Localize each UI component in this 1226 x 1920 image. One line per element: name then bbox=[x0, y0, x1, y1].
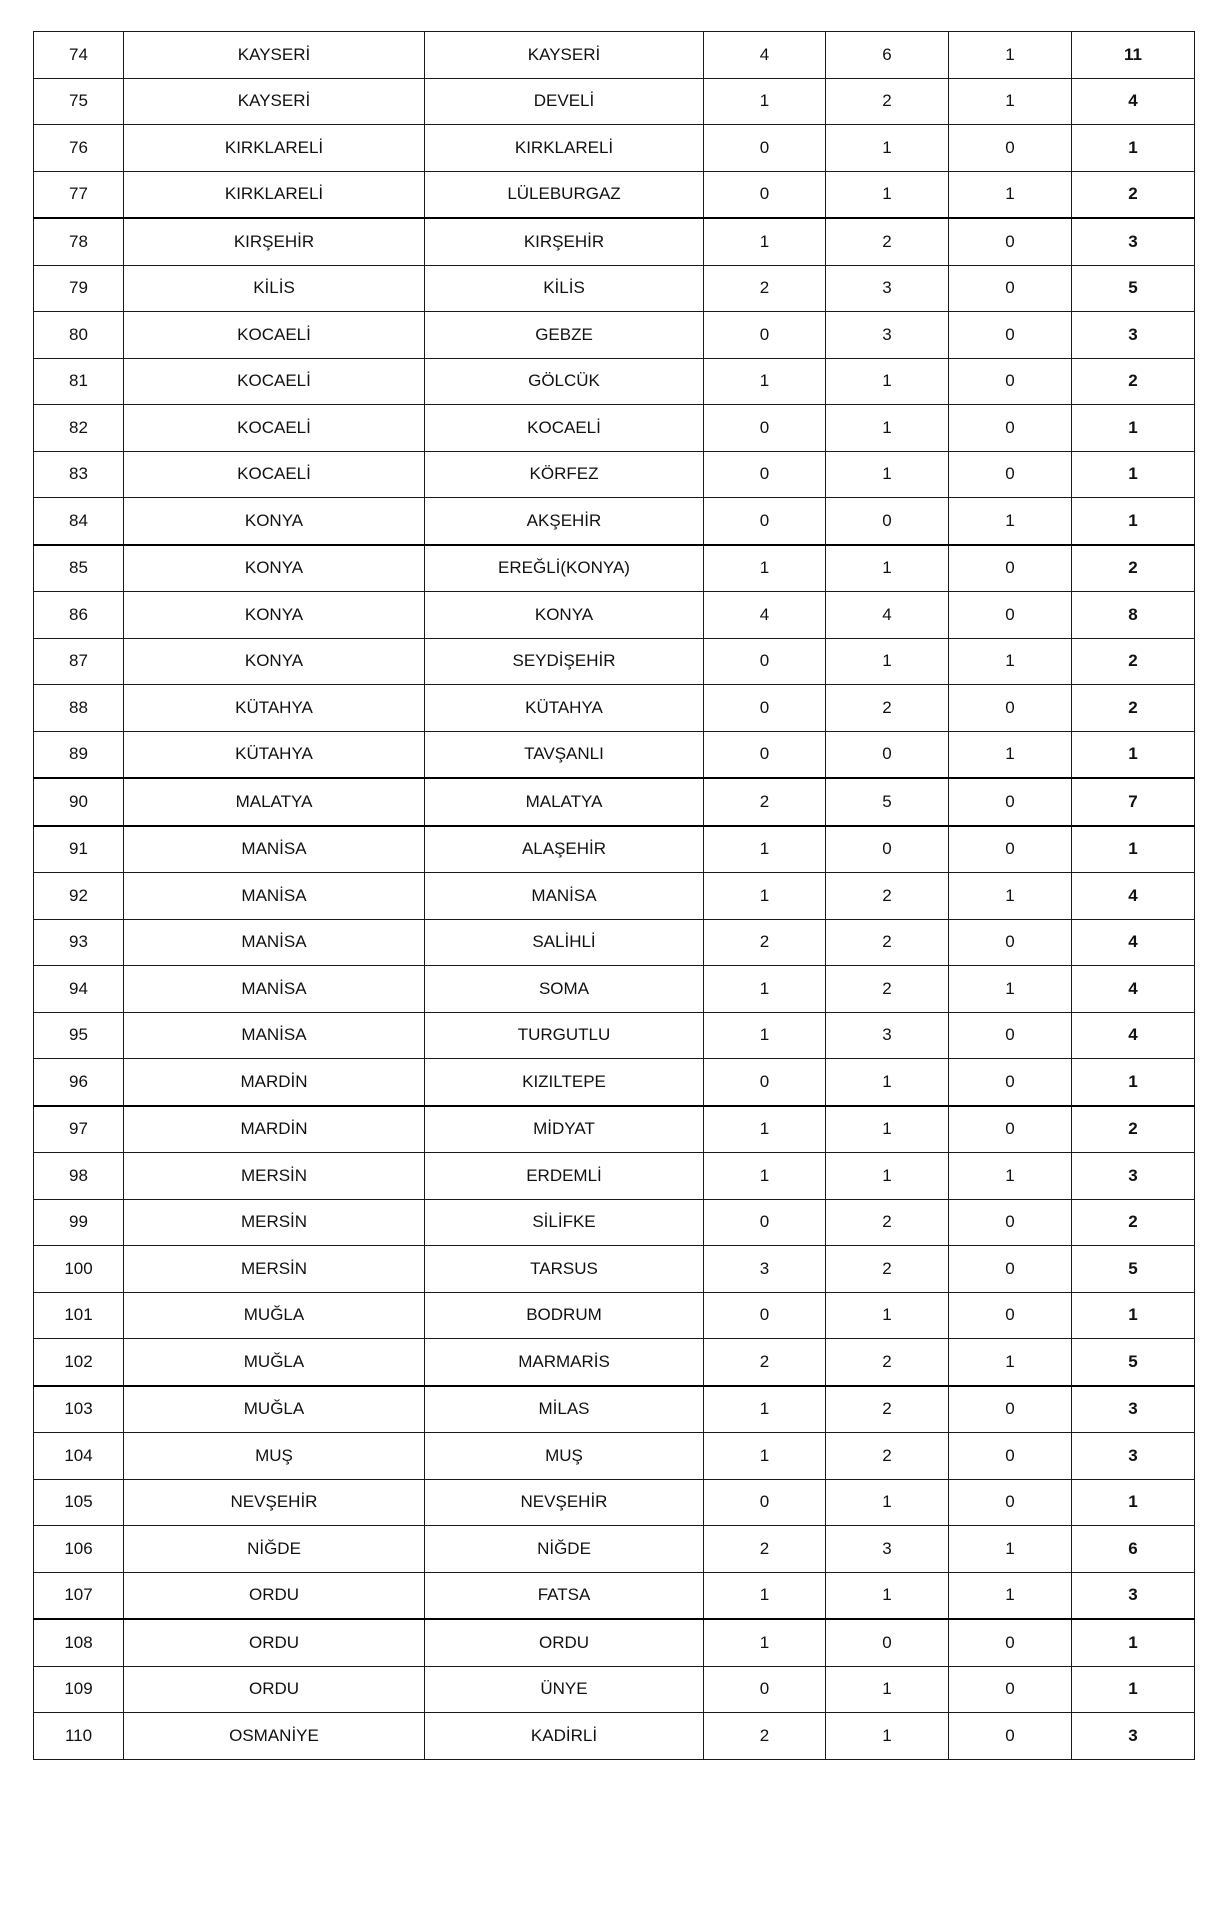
district-cell: KOCAELİ bbox=[425, 405, 704, 452]
count-b-cell: 0 bbox=[826, 731, 949, 778]
province-cell: KONYA bbox=[124, 638, 425, 685]
row-number-cell: 105 bbox=[34, 1479, 124, 1526]
count-a-cell: 1 bbox=[704, 358, 826, 405]
count-b-cell: 2 bbox=[826, 78, 949, 125]
province-cell: MUĞLA bbox=[124, 1386, 425, 1433]
table-row bbox=[34, 1199, 1195, 1246]
district-cell: KIZILTEPE bbox=[425, 1059, 704, 1106]
district-cell: TAVŞANLI bbox=[425, 731, 704, 778]
table-row bbox=[34, 731, 1195, 778]
table-row bbox=[34, 919, 1195, 966]
row-number-cell: 96 bbox=[34, 1059, 124, 1106]
count-a-cell: 0 bbox=[704, 731, 826, 778]
district-cell: SOMA bbox=[425, 966, 704, 1013]
province-cell: OSMANİYE bbox=[124, 1713, 425, 1760]
total-cell: 1 bbox=[1072, 451, 1195, 498]
count-b-cell: 3 bbox=[826, 312, 949, 359]
province-cell: MANİSA bbox=[124, 1012, 425, 1059]
district-cell: MANİSA bbox=[425, 873, 704, 920]
province-cell: KAYSERİ bbox=[124, 32, 425, 79]
district-cell: ERDEMLİ bbox=[425, 1153, 704, 1200]
total-cell: 4 bbox=[1072, 919, 1195, 966]
row-number-cell: 91 bbox=[34, 826, 124, 873]
province-cell: MUŞ bbox=[124, 1433, 425, 1480]
count-b-cell: 2 bbox=[826, 1199, 949, 1246]
count-a-cell: 0 bbox=[704, 1666, 826, 1713]
province-cell: KOCAELİ bbox=[124, 312, 425, 359]
count-b-cell: 1 bbox=[826, 405, 949, 452]
count-c-cell: 0 bbox=[949, 1106, 1072, 1153]
table-row bbox=[34, 451, 1195, 498]
province-cell: NEVŞEHİR bbox=[124, 1479, 425, 1526]
count-a-cell: 0 bbox=[704, 312, 826, 359]
province-cell: KONYA bbox=[124, 545, 425, 592]
count-a-cell: 1 bbox=[704, 826, 826, 873]
count-b-cell: 6 bbox=[826, 32, 949, 79]
count-c-cell: 1 bbox=[949, 873, 1072, 920]
province-cell: KAYSERİ bbox=[124, 78, 425, 125]
row-number-cell: 93 bbox=[34, 919, 124, 966]
count-b-cell: 1 bbox=[826, 1153, 949, 1200]
total-cell: 1 bbox=[1072, 1479, 1195, 1526]
row-number-cell: 102 bbox=[34, 1339, 124, 1386]
district-cell: ORDU bbox=[425, 1619, 704, 1666]
count-b-cell: 1 bbox=[826, 358, 949, 405]
count-a-cell: 1 bbox=[704, 1386, 826, 1433]
count-a-cell: 0 bbox=[704, 451, 826, 498]
province-cell: KONYA bbox=[124, 592, 425, 639]
table-row bbox=[34, 312, 1195, 359]
table-row bbox=[34, 873, 1195, 920]
row-number-cell: 95 bbox=[34, 1012, 124, 1059]
total-cell: 2 bbox=[1072, 1199, 1195, 1246]
total-cell: 1 bbox=[1072, 1059, 1195, 1106]
province-cell: MERSİN bbox=[124, 1153, 425, 1200]
table-row bbox=[34, 405, 1195, 452]
district-cell: GÖLCÜK bbox=[425, 358, 704, 405]
count-a-cell: 0 bbox=[704, 1199, 826, 1246]
total-cell: 2 bbox=[1072, 545, 1195, 592]
count-b-cell: 2 bbox=[826, 1433, 949, 1480]
row-number-cell: 98 bbox=[34, 1153, 124, 1200]
count-b-cell: 3 bbox=[826, 1526, 949, 1573]
count-b-cell: 0 bbox=[826, 826, 949, 873]
table-row bbox=[34, 358, 1195, 405]
total-cell: 5 bbox=[1072, 1339, 1195, 1386]
row-number-cell: 83 bbox=[34, 451, 124, 498]
count-a-cell: 0 bbox=[704, 1479, 826, 1526]
table-row bbox=[34, 265, 1195, 312]
count-c-cell: 0 bbox=[949, 1246, 1072, 1293]
count-b-cell: 1 bbox=[826, 1479, 949, 1526]
count-a-cell: 1 bbox=[704, 1012, 826, 1059]
row-number-cell: 84 bbox=[34, 498, 124, 545]
province-cell: KIRKLARELİ bbox=[124, 171, 425, 218]
count-c-cell: 0 bbox=[949, 1059, 1072, 1106]
count-b-cell: 1 bbox=[826, 1106, 949, 1153]
table-row bbox=[34, 1479, 1195, 1526]
count-c-cell: 0 bbox=[949, 592, 1072, 639]
district-cell: MİDYAT bbox=[425, 1106, 704, 1153]
count-a-cell: 2 bbox=[704, 1713, 826, 1760]
count-a-cell: 3 bbox=[704, 1246, 826, 1293]
district-cell: NEVŞEHİR bbox=[425, 1479, 704, 1526]
province-cell: MANİSA bbox=[124, 966, 425, 1013]
total-cell: 11 bbox=[1072, 32, 1195, 79]
province-cell: MARDİN bbox=[124, 1059, 425, 1106]
row-number-cell: 77 bbox=[34, 171, 124, 218]
total-cell: 6 bbox=[1072, 1526, 1195, 1573]
row-number-cell: 76 bbox=[34, 125, 124, 172]
table-row bbox=[34, 1292, 1195, 1339]
count-a-cell: 1 bbox=[704, 1433, 826, 1480]
count-c-cell: 0 bbox=[949, 685, 1072, 732]
province-cell: MANİSA bbox=[124, 873, 425, 920]
district-cell: KİLİS bbox=[425, 265, 704, 312]
count-a-cell: 2 bbox=[704, 265, 826, 312]
count-c-cell: 1 bbox=[949, 498, 1072, 545]
count-b-cell: 1 bbox=[826, 125, 949, 172]
count-c-cell: 0 bbox=[949, 451, 1072, 498]
count-b-cell: 0 bbox=[826, 1619, 949, 1666]
count-c-cell: 1 bbox=[949, 1153, 1072, 1200]
count-b-cell: 2 bbox=[826, 1246, 949, 1293]
table-row bbox=[34, 218, 1195, 265]
count-c-cell: 1 bbox=[949, 1339, 1072, 1386]
total-cell: 4 bbox=[1072, 78, 1195, 125]
count-b-cell: 1 bbox=[826, 1572, 949, 1619]
province-cell: KOCAELİ bbox=[124, 405, 425, 452]
total-cell: 3 bbox=[1072, 1713, 1195, 1760]
row-number-cell: 100 bbox=[34, 1246, 124, 1293]
province-cell: KÜTAHYA bbox=[124, 731, 425, 778]
count-a-cell: 1 bbox=[704, 218, 826, 265]
total-cell: 4 bbox=[1072, 966, 1195, 1013]
count-c-cell: 0 bbox=[949, 919, 1072, 966]
table-row bbox=[34, 1012, 1195, 1059]
district-cell: EREĞLİ(KONYA) bbox=[425, 545, 704, 592]
district-cell: DEVELİ bbox=[425, 78, 704, 125]
count-b-cell: 1 bbox=[826, 1292, 949, 1339]
province-cell: KOCAELİ bbox=[124, 358, 425, 405]
count-c-cell: 0 bbox=[949, 1012, 1072, 1059]
total-cell: 8 bbox=[1072, 592, 1195, 639]
count-a-cell: 4 bbox=[704, 592, 826, 639]
province-cell: KÜTAHYA bbox=[124, 685, 425, 732]
table-row bbox=[34, 1059, 1195, 1106]
count-b-cell: 2 bbox=[826, 1339, 949, 1386]
district-cell: NİĞDE bbox=[425, 1526, 704, 1573]
province-cell: NİĞDE bbox=[124, 1526, 425, 1573]
count-c-cell: 1 bbox=[949, 966, 1072, 1013]
table-row bbox=[34, 966, 1195, 1013]
district-cell: KAYSERİ bbox=[425, 32, 704, 79]
province-cell: MANİSA bbox=[124, 919, 425, 966]
total-cell: 7 bbox=[1072, 778, 1195, 826]
table-row bbox=[34, 1666, 1195, 1713]
data-table bbox=[33, 31, 1195, 1760]
table-row bbox=[34, 498, 1195, 545]
district-cell: SALİHLİ bbox=[425, 919, 704, 966]
row-number-cell: 78 bbox=[34, 218, 124, 265]
total-cell: 3 bbox=[1072, 1153, 1195, 1200]
total-cell: 2 bbox=[1072, 638, 1195, 685]
count-b-cell: 2 bbox=[826, 966, 949, 1013]
count-c-cell: 0 bbox=[949, 1199, 1072, 1246]
count-c-cell: 1 bbox=[949, 1572, 1072, 1619]
province-cell: KIRŞEHİR bbox=[124, 218, 425, 265]
count-c-cell: 0 bbox=[949, 1666, 1072, 1713]
province-cell: MANİSA bbox=[124, 826, 425, 873]
table-row bbox=[34, 1713, 1195, 1760]
count-a-cell: 2 bbox=[704, 919, 826, 966]
count-a-cell: 1 bbox=[704, 1619, 826, 1666]
district-cell: GEBZE bbox=[425, 312, 704, 359]
count-b-cell: 2 bbox=[826, 873, 949, 920]
table-row bbox=[34, 1386, 1195, 1433]
count-b-cell: 1 bbox=[826, 171, 949, 218]
province-cell: ORDU bbox=[124, 1572, 425, 1619]
row-number-cell: 86 bbox=[34, 592, 124, 639]
row-number-cell: 79 bbox=[34, 265, 124, 312]
district-cell: BODRUM bbox=[425, 1292, 704, 1339]
total-cell: 5 bbox=[1072, 1246, 1195, 1293]
province-cell: ORDU bbox=[124, 1666, 425, 1713]
district-cell: KÜTAHYA bbox=[425, 685, 704, 732]
row-number-cell: 101 bbox=[34, 1292, 124, 1339]
table-row bbox=[34, 32, 1195, 79]
district-cell: SEYDİŞEHİR bbox=[425, 638, 704, 685]
table-row bbox=[34, 1433, 1195, 1480]
row-number-cell: 75 bbox=[34, 78, 124, 125]
row-number-cell: 103 bbox=[34, 1386, 124, 1433]
province-cell: KIRKLARELİ bbox=[124, 125, 425, 172]
district-cell: AKŞEHİR bbox=[425, 498, 704, 545]
count-c-cell: 1 bbox=[949, 1526, 1072, 1573]
count-b-cell: 2 bbox=[826, 218, 949, 265]
count-c-cell: 0 bbox=[949, 1479, 1072, 1526]
count-a-cell: 1 bbox=[704, 1153, 826, 1200]
count-b-cell: 1 bbox=[826, 545, 949, 592]
table-body bbox=[34, 32, 1195, 1760]
row-number-cell: 82 bbox=[34, 405, 124, 452]
district-cell: MARMARİS bbox=[425, 1339, 704, 1386]
province-cell: MARDİN bbox=[124, 1106, 425, 1153]
count-a-cell: 2 bbox=[704, 1526, 826, 1573]
row-number-cell: 106 bbox=[34, 1526, 124, 1573]
table-row bbox=[34, 1106, 1195, 1153]
district-cell: FATSA bbox=[425, 1572, 704, 1619]
table-row bbox=[34, 1526, 1195, 1573]
row-number-cell: 85 bbox=[34, 545, 124, 592]
table-row bbox=[34, 1572, 1195, 1619]
total-cell: 1 bbox=[1072, 125, 1195, 172]
table-row bbox=[34, 545, 1195, 592]
count-a-cell: 0 bbox=[704, 125, 826, 172]
count-c-cell: 1 bbox=[949, 638, 1072, 685]
table-row bbox=[34, 638, 1195, 685]
total-cell: 4 bbox=[1072, 873, 1195, 920]
row-number-cell: 94 bbox=[34, 966, 124, 1013]
count-c-cell: 1 bbox=[949, 731, 1072, 778]
total-cell: 3 bbox=[1072, 1433, 1195, 1480]
table-row bbox=[34, 826, 1195, 873]
count-a-cell: 1 bbox=[704, 966, 826, 1013]
district-cell: KÖRFEZ bbox=[425, 451, 704, 498]
row-number-cell: 89 bbox=[34, 731, 124, 778]
total-cell: 1 bbox=[1072, 1292, 1195, 1339]
total-cell: 3 bbox=[1072, 312, 1195, 359]
table-row bbox=[34, 592, 1195, 639]
total-cell: 2 bbox=[1072, 1106, 1195, 1153]
total-cell: 1 bbox=[1072, 1619, 1195, 1666]
total-cell: 4 bbox=[1072, 1012, 1195, 1059]
count-c-cell: 0 bbox=[949, 265, 1072, 312]
count-b-cell: 1 bbox=[826, 1059, 949, 1106]
count-c-cell: 0 bbox=[949, 1292, 1072, 1339]
count-b-cell: 2 bbox=[826, 919, 949, 966]
district-cell: SİLİFKE bbox=[425, 1199, 704, 1246]
count-c-cell: 0 bbox=[949, 218, 1072, 265]
province-cell: KONYA bbox=[124, 498, 425, 545]
count-a-cell: 0 bbox=[704, 171, 826, 218]
row-number-cell: 81 bbox=[34, 358, 124, 405]
count-a-cell: 1 bbox=[704, 1106, 826, 1153]
count-c-cell: 0 bbox=[949, 1433, 1072, 1480]
district-cell: TARSUS bbox=[425, 1246, 704, 1293]
row-number-cell: 92 bbox=[34, 873, 124, 920]
count-a-cell: 2 bbox=[704, 1339, 826, 1386]
count-a-cell: 0 bbox=[704, 498, 826, 545]
table-row bbox=[34, 78, 1195, 125]
table-row bbox=[34, 1153, 1195, 1200]
count-c-cell: 0 bbox=[949, 358, 1072, 405]
district-cell: KIRŞEHİR bbox=[425, 218, 704, 265]
count-b-cell: 2 bbox=[826, 1386, 949, 1433]
province-cell: KİLİS bbox=[124, 265, 425, 312]
total-cell: 1 bbox=[1072, 731, 1195, 778]
count-b-cell: 3 bbox=[826, 1012, 949, 1059]
table-row bbox=[34, 685, 1195, 732]
count-b-cell: 0 bbox=[826, 498, 949, 545]
total-cell: 1 bbox=[1072, 405, 1195, 452]
row-number-cell: 90 bbox=[34, 778, 124, 826]
province-cell: MUĞLA bbox=[124, 1292, 425, 1339]
count-c-cell: 0 bbox=[949, 125, 1072, 172]
count-b-cell: 1 bbox=[826, 1666, 949, 1713]
district-cell: MALATYA bbox=[425, 778, 704, 826]
count-c-cell: 0 bbox=[949, 826, 1072, 873]
province-cell: MERSİN bbox=[124, 1246, 425, 1293]
count-c-cell: 0 bbox=[949, 405, 1072, 452]
table-row bbox=[34, 171, 1195, 218]
district-cell: KIRKLARELİ bbox=[425, 125, 704, 172]
row-number-cell: 108 bbox=[34, 1619, 124, 1666]
district-cell: KADİRLİ bbox=[425, 1713, 704, 1760]
count-c-cell: 0 bbox=[949, 1713, 1072, 1760]
count-a-cell: 1 bbox=[704, 545, 826, 592]
total-cell: 1 bbox=[1072, 1666, 1195, 1713]
row-number-cell: 97 bbox=[34, 1106, 124, 1153]
count-a-cell: 1 bbox=[704, 1572, 826, 1619]
province-cell: MUĞLA bbox=[124, 1339, 425, 1386]
total-cell: 1 bbox=[1072, 826, 1195, 873]
count-a-cell: 4 bbox=[704, 32, 826, 79]
count-a-cell: 0 bbox=[704, 638, 826, 685]
count-b-cell: 2 bbox=[826, 685, 949, 732]
count-a-cell: 2 bbox=[704, 778, 826, 826]
table-row bbox=[34, 1339, 1195, 1386]
province-cell: MALATYA bbox=[124, 778, 425, 826]
total-cell: 3 bbox=[1072, 1572, 1195, 1619]
count-b-cell: 5 bbox=[826, 778, 949, 826]
district-cell: KONYA bbox=[425, 592, 704, 639]
row-number-cell: 107 bbox=[34, 1572, 124, 1619]
district-cell: TURGUTLU bbox=[425, 1012, 704, 1059]
province-cell: MERSİN bbox=[124, 1199, 425, 1246]
count-b-cell: 1 bbox=[826, 451, 949, 498]
count-a-cell: 0 bbox=[704, 685, 826, 732]
district-cell: ALAŞEHİR bbox=[425, 826, 704, 873]
row-number-cell: 80 bbox=[34, 312, 124, 359]
table-row bbox=[34, 1246, 1195, 1293]
total-cell: 3 bbox=[1072, 218, 1195, 265]
count-b-cell: 1 bbox=[826, 1713, 949, 1760]
count-a-cell: 0 bbox=[704, 405, 826, 452]
count-b-cell: 4 bbox=[826, 592, 949, 639]
row-number-cell: 104 bbox=[34, 1433, 124, 1480]
count-c-cell: 0 bbox=[949, 1619, 1072, 1666]
table-row bbox=[34, 778, 1195, 826]
table-row bbox=[34, 125, 1195, 172]
row-number-cell: 110 bbox=[34, 1713, 124, 1760]
province-cell: KOCAELİ bbox=[124, 451, 425, 498]
row-number-cell: 99 bbox=[34, 1199, 124, 1246]
total-cell: 2 bbox=[1072, 685, 1195, 732]
district-cell: ÜNYE bbox=[425, 1666, 704, 1713]
total-cell: 5 bbox=[1072, 265, 1195, 312]
district-cell: MİLAS bbox=[425, 1386, 704, 1433]
total-cell: 3 bbox=[1072, 1386, 1195, 1433]
row-number-cell: 87 bbox=[34, 638, 124, 685]
province-cell: ORDU bbox=[124, 1619, 425, 1666]
count-c-cell: 1 bbox=[949, 78, 1072, 125]
count-b-cell: 1 bbox=[826, 638, 949, 685]
count-b-cell: 3 bbox=[826, 265, 949, 312]
count-a-cell: 0 bbox=[704, 1292, 826, 1339]
district-cell: MUŞ bbox=[425, 1433, 704, 1480]
count-c-cell: 0 bbox=[949, 778, 1072, 826]
total-cell: 2 bbox=[1072, 171, 1195, 218]
district-cell: LÜLEBURGAZ bbox=[425, 171, 704, 218]
count-c-cell: 1 bbox=[949, 32, 1072, 79]
table-row bbox=[34, 1619, 1195, 1666]
count-a-cell: 0 bbox=[704, 1059, 826, 1106]
count-c-cell: 0 bbox=[949, 545, 1072, 592]
count-c-cell: 0 bbox=[949, 1386, 1072, 1433]
row-number-cell: 74 bbox=[34, 32, 124, 79]
count-a-cell: 1 bbox=[704, 873, 826, 920]
count-a-cell: 1 bbox=[704, 78, 826, 125]
row-number-cell: 88 bbox=[34, 685, 124, 732]
total-cell: 2 bbox=[1072, 358, 1195, 405]
total-cell: 1 bbox=[1072, 498, 1195, 545]
count-c-cell: 0 bbox=[949, 312, 1072, 359]
count-c-cell: 1 bbox=[949, 171, 1072, 218]
row-number-cell: 109 bbox=[34, 1666, 124, 1713]
